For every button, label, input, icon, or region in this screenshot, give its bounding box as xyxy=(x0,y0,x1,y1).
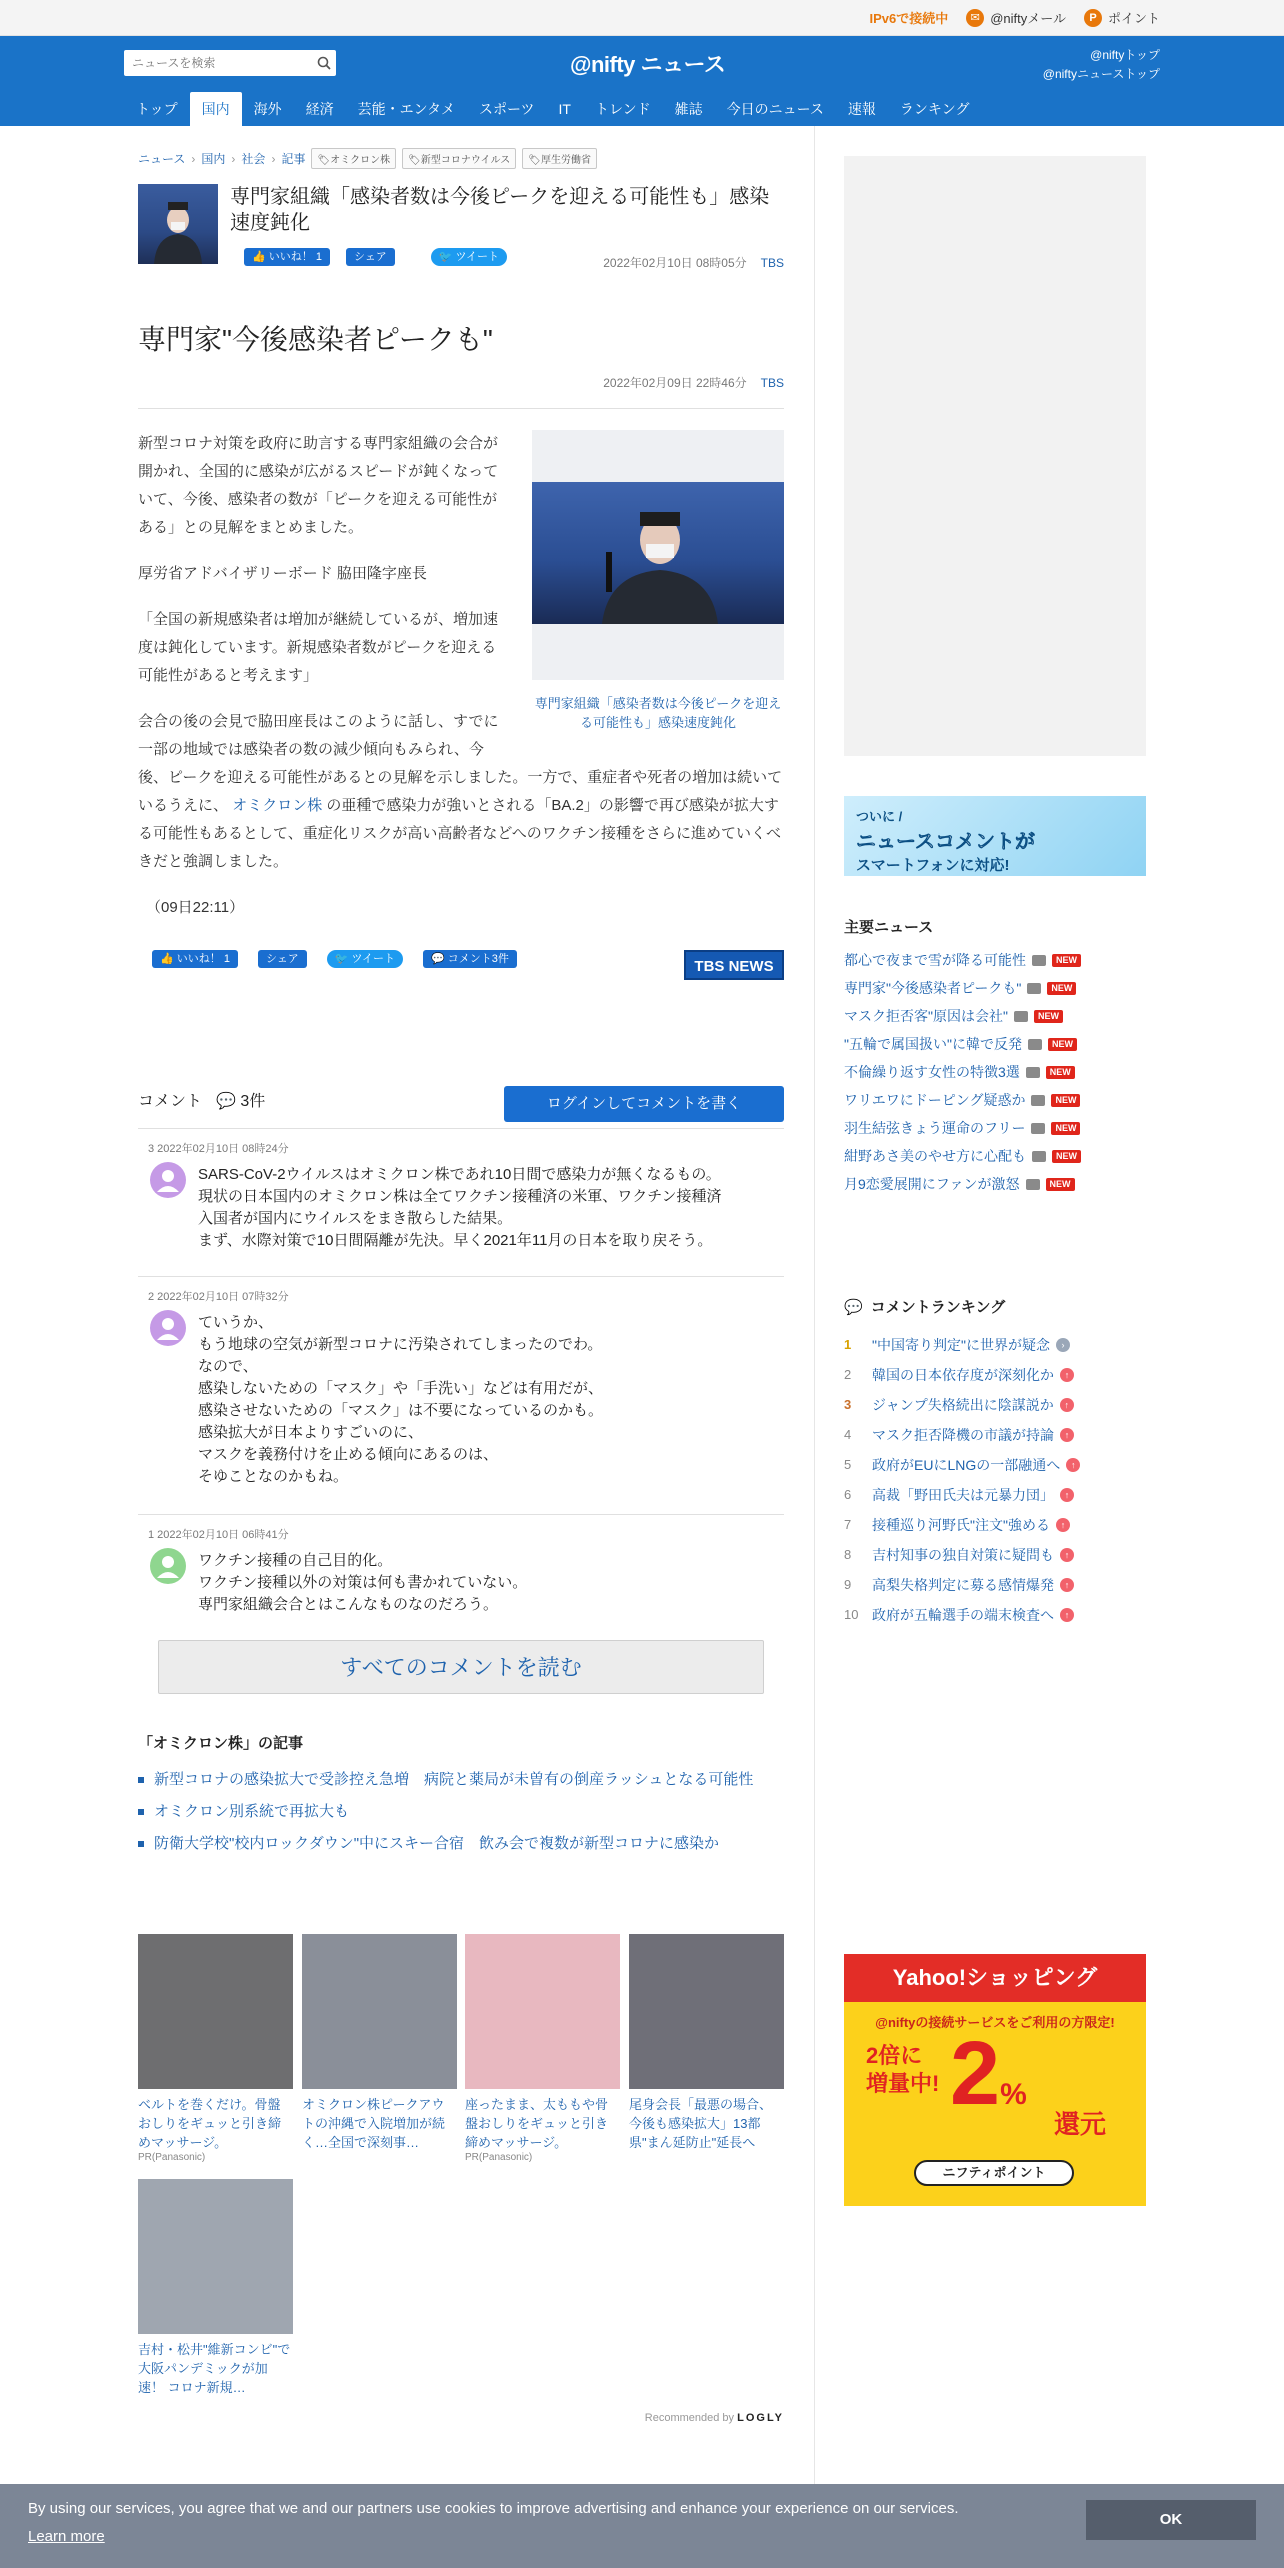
card[interactable]: オミクロン株ピークアウトの沖縄で入院増加が続く…全国で深刻事… xyxy=(302,1934,457,2152)
comment-text: ていうか、 もう地球の空気が新型コロナに汚染されてしまったのでわ。 なので、 感染しないための「マスク」や「手洗い」などは有用だが、 感染させないための「マスク」は不要になっているのかも。 感染拡大が日本よりすごいのに、 マスクを義務付けを止める傾向にあるのは、 そゆことなのかもね。 xyxy=(198,1314,604,1485)
comment-meta: 3 2022年02月10日 08時24分 xyxy=(148,1143,289,1155)
nav-today[interactable]: 今日のニュース xyxy=(726,101,824,117)
main-news-item[interactable]: 紺野あさ美のやせ方に心配も NEW xyxy=(844,1142,1146,1170)
main-news-list xyxy=(844,946,1146,1198)
comments-label: コメント xyxy=(138,1093,203,1110)
divider xyxy=(138,408,784,409)
column-divider xyxy=(814,126,815,2486)
read-all-comments-button[interactable]: すべてのコメントを読む xyxy=(158,1640,764,1694)
related-item[interactable]: 防衛大学校"校内ロックダウン"中にスキー合宿 飲み会で複数が新型コロナに感染か xyxy=(138,1828,784,1860)
nav-sports[interactable]: スポーツ xyxy=(479,101,535,117)
comment-ranking-list xyxy=(844,1330,1146,1630)
comment-meta: 2 2022年02月10日 07時32分 xyxy=(148,1291,289,1303)
comment-count-button[interactable]: 💬 コメント3件 xyxy=(423,950,517,968)
camera-icon xyxy=(1026,1067,1040,1078)
main-news-item[interactable]: マスク拒否客"原因は会社" NEW xyxy=(844,1002,1146,1030)
breadcrumb-society[interactable]: 社会 xyxy=(241,152,266,166)
nav-top[interactable]: トップ xyxy=(136,101,178,117)
paragraph-3: 「全国の新規感染者は増加が継続しているが、増加速度は鈍化しています。新規感染者数がピークを迎える可能性があると考えます」 xyxy=(138,611,499,684)
arrow-up-icon: ↑ xyxy=(1056,1518,1070,1532)
arrow-up-icon: ↑ xyxy=(1060,1608,1074,1622)
comment-item xyxy=(138,1526,784,1626)
related-list xyxy=(138,1764,784,1860)
point-icon: P xyxy=(1084,9,1102,27)
tag-mhlw[interactable]: 🏷厚生労働省 xyxy=(522,148,597,169)
summary-source[interactable]: TBS xyxy=(760,256,784,270)
comment-icon: 💬 xyxy=(844,1298,863,1316)
arrow-up-icon: ↑ xyxy=(1060,1428,1074,1442)
article-figure[interactable] xyxy=(532,430,784,732)
card[interactable]: 尾身会長「最悪の場合、今後も感染拡大」13都県"まん延防止"延長へ xyxy=(629,1934,784,2152)
main-news-item[interactable]: 羽生結弦きょう運命のフリー NEW xyxy=(844,1114,1146,1142)
divider xyxy=(138,1514,784,1515)
ranking-item[interactable]: 6 高裁「野田氏夫は元暴力団」 ↑ xyxy=(844,1480,1146,1510)
arrow-up-icon: ↑ xyxy=(1060,1368,1074,1382)
ranking-item[interactable]: 10 政府が五輪選手の端末検査へ ↑ xyxy=(844,1600,1146,1630)
recommended-by[interactable]: Recommended by LOGLY xyxy=(644,2412,784,2424)
comment-ranking-heading: 💬 コメントランキング xyxy=(844,1298,1006,1316)
related-item[interactable]: 新型コロナの感染拡大で受診控え急増 病院と薬局が未曽有の倒産ラッシュとなる可能性 xyxy=(138,1764,784,1796)
camera-icon xyxy=(1026,1179,1040,1190)
camera-icon xyxy=(1032,955,1046,966)
login-to-comment-button[interactable]: ログインしてコメントを書く xyxy=(504,1086,784,1122)
figure-caption[interactable]: 専門家組織「感染者数は今後ピークを迎える可能性も」感染速度鈍化 xyxy=(534,696,782,730)
yahoo-shopping-ad[interactable]: Yahoo!ショッピング @niftyの接続サービスをご利用の方限定! 2倍に 増量中! 2% 還元 ニフティポイント xyxy=(844,1954,1146,2206)
comments-count: 💬 3件 xyxy=(216,1093,266,1110)
ranking-item[interactable]: 3 ジャンプ失格続出に陰謀説か ↑ xyxy=(844,1390,1146,1420)
omicron-link[interactable]: オミクロン株 xyxy=(232,797,323,814)
comment-text: ワクチン接種の自己目的化。 ワクチン接種以外の対策は何も書かれていない。 専門家組織会合とはこんなものなのだろう。 xyxy=(198,1552,528,1613)
article-title: 専門家"今後感染者ピークも" xyxy=(138,324,493,355)
arrow-up-icon: ↑ xyxy=(1060,1398,1074,1412)
mail-label: @niftyメール xyxy=(990,11,1066,26)
nav-breaking[interactable]: 速報 xyxy=(847,101,876,117)
camera-icon xyxy=(1032,1151,1046,1162)
mail-icon: ✉ xyxy=(966,9,984,27)
cookie-text: By using our services, you agree that we and our partners use cookies to improve advertising and enhance your experience on our services. xyxy=(28,2500,959,2517)
tbs-news-logo[interactable]: TBS NEWS xyxy=(684,950,784,980)
comment-meta: 1 2022年02月10日 06時41分 xyxy=(148,1529,289,1541)
related-heading: 「オミクロン株」の記事 xyxy=(138,1735,304,1752)
article-body xyxy=(138,430,784,940)
nav-world[interactable]: 海外 xyxy=(253,101,282,117)
card[interactable]: 座ったまま、太ももや骨盤おしりをギュッと引き締めマッサージ。 PR(Panasonic) xyxy=(465,1934,620,2163)
camera-icon xyxy=(1027,983,1041,994)
arrow-up-icon: ↑ xyxy=(1060,1488,1074,1502)
arrow-up-icon: ↑ xyxy=(1066,1458,1080,1472)
summary-title[interactable]: 専門家組織「感染者数は今後ピークを迎える可能性も」感染速度鈍化 xyxy=(230,186,770,234)
summary-share-bar xyxy=(244,248,507,266)
nav-economy[interactable]: 経済 xyxy=(305,101,334,117)
arrow-icon: › xyxy=(1056,1338,1070,1352)
camera-icon xyxy=(1031,1095,1045,1106)
article-share-bar xyxy=(152,950,517,968)
comment-item xyxy=(138,1288,784,1508)
article-photo[interactable] xyxy=(532,430,784,680)
site-logo[interactable]: @nifty ニュース xyxy=(570,52,726,77)
card[interactable]: ベルトを巻くだけ。骨盤おしりをギュッと引き締めマッサージ。 PR(Panasonic) xyxy=(138,1934,293,2163)
avatar xyxy=(150,1548,186,1584)
tweet-button[interactable]: 🐦 ツイート xyxy=(431,248,507,266)
ranking-item[interactable]: 2 韓国の日本依存度が深刻化か ↑ xyxy=(844,1360,1146,1390)
main-news-item[interactable]: 専門家"今後感染者ピークも" NEW xyxy=(844,974,1146,1002)
card-image xyxy=(138,2179,293,2334)
arrow-up-icon: ↑ xyxy=(1060,1548,1074,1562)
learn-more-link[interactable]: Learn more xyxy=(28,2528,105,2545)
paragraph-1: 新型コロナ対策を政府に助言する専門家組織の会合が開かれ、全国的に感染が広がるスピードが鈍くなっていて、今後、感染者の数が「ピークを迎える可能性がある」との見解をまとめました。 xyxy=(138,435,499,536)
main-news-item[interactable]: 都心で夜まで雪が降る可能性 NEW xyxy=(844,946,1146,974)
camera-icon xyxy=(1031,1123,1045,1134)
ranking-item[interactable]: 7 接種巡り河野氏"注文"強める ↑ xyxy=(844,1510,1146,1540)
like-button-2[interactable]: 👍 いいね！ 1 xyxy=(152,950,238,968)
ranking-item[interactable]: 4 マスク拒否降機の市議が持論 ↑ xyxy=(844,1420,1146,1450)
card-image xyxy=(465,1934,620,2089)
main-news-item[interactable]: "五輪で属国扱い"に韓で反発 NEW xyxy=(844,1030,1146,1058)
article-source[interactable]: TBS xyxy=(760,376,784,390)
divider xyxy=(138,1128,784,1129)
summary-date: 2022年02月10日 08時05分 TBS xyxy=(603,256,784,270)
nav-entertainment[interactable]: 芸能・エンタメ xyxy=(357,101,456,117)
ranking-item[interactable]: 1 "中国寄り判定"に世界が疑念 › xyxy=(844,1330,1146,1360)
share-button[interactable]: シェア xyxy=(346,248,395,266)
nifty-news-top-link[interactable]: @niftyニューストップ xyxy=(1042,67,1160,81)
ranking-item[interactable]: 5 政府がEUにLNGの一部融通へ ↑ xyxy=(844,1450,1146,1480)
comment-text: SARS-CoV-2ウイルスはオミクロン株であれ10日間で感染力が無くなるもの。 現状の日本国内のオミクロン株は全てワクチン接種済の米軍、ワクチン接種済 入国者が国内にウイルスをまき散らした結果。 まず、水際対策で10日間隔離が先決。早く2021年11月の日本を取り戻そう。 xyxy=(198,1166,722,1249)
ipv6-status: IPv6で接続中 xyxy=(869,11,949,26)
article-time: （09日22:11） xyxy=(146,899,245,916)
camera-icon xyxy=(1014,1011,1028,1022)
main-news-item[interactable]: 不倫繰り返す女性の特徴3選 NEW xyxy=(844,1058,1146,1086)
nifty-top-link[interactable]: @niftyトップ xyxy=(1090,48,1160,62)
nav-domestic[interactable]: 国内 xyxy=(190,92,242,126)
main-news-heading: 主要ニュース xyxy=(844,919,934,936)
arrow-up-icon: ↑ xyxy=(1060,1578,1074,1592)
nav-trend[interactable]: トレンド xyxy=(594,101,651,117)
nav-it[interactable]: IT xyxy=(558,101,571,117)
comment-item xyxy=(138,1140,784,1270)
ad-slot xyxy=(844,156,1146,756)
avatar xyxy=(150,1310,186,1346)
cookie-ok-button[interactable]: OK xyxy=(1086,2500,1256,2540)
camera-icon xyxy=(1028,1039,1042,1050)
card-image xyxy=(138,1934,293,2089)
main-news-item[interactable]: 月9恋愛展開にファンが激怒 NEW xyxy=(844,1170,1146,1198)
paragraph-2: 厚労省アドバイザリーボード 脇田隆字座長 xyxy=(138,565,427,582)
nav-magazine[interactable]: 雑誌 xyxy=(674,101,703,117)
breadcrumb-article[interactable]: 記事 xyxy=(281,152,306,166)
nav-ranking[interactable]: ランキング xyxy=(899,101,970,117)
article-date: 2022年02月09日 22時46分 TBS xyxy=(603,376,784,390)
cookie-consent-bar xyxy=(0,2484,1284,2568)
point-label: ポイント xyxy=(1107,11,1160,26)
tag-covid[interactable]: 🏷新型コロナウイルス xyxy=(402,148,516,169)
breadcrumb: ニュース › 国内 › 社会 › 記事 🏷オミクロン株 🏷新型コロナウイルス 🏷厚生労働省 xyxy=(138,148,597,169)
ranking-item[interactable]: 9 高梨失格判定に募る感情爆発 ↑ xyxy=(844,1570,1146,1600)
card-image xyxy=(302,1934,457,2089)
avatar xyxy=(150,1162,186,1198)
related-item[interactable]: オミクロン別系統で再拡大も xyxy=(138,1796,784,1828)
tweet-button-2[interactable]: 🐦 ツイート xyxy=(327,950,403,968)
divider xyxy=(138,1276,784,1277)
tag-omicron[interactable]: 🏷オミクロン株 xyxy=(311,148,396,169)
share-button-2[interactable]: シェア xyxy=(258,950,307,968)
comment-app-banner[interactable]: ついに / ニュースコメントが スマートフォンに対応! xyxy=(844,796,1146,876)
like-button[interactable]: 👍 いいね！ 1 xyxy=(244,248,330,266)
summary-thumbnail[interactable] xyxy=(138,184,218,264)
main-news-item[interactable]: ワリエワにドーピング疑惑か NEW xyxy=(844,1086,1146,1114)
card[interactable]: 吉村・松井"維新コンビ"で大阪パンデミックが加速！ コロナ新規… xyxy=(138,2179,293,2397)
card-image xyxy=(629,1934,784,2089)
comments-header xyxy=(138,1088,265,1111)
breadcrumb-domestic[interactable]: 国内 xyxy=(201,152,226,166)
paragraph-4: 会合の後の会見で脇田座長はこのように話し、すでに一部の地域では感染者の数の減少傾向もみられ、今後、ピークを迎える可能性があるとの見解を示しました。一方で、重症者や死者の増加は続いているうえに、 オミクロン株 の亜種で感染力が強いとされる「BA.2」の影響で再び感染が拡大する可能性もあるとして、重症化リスクが高い高齢者などへのワクチン接種をさらに進めていくべきだと強調しました。 xyxy=(138,713,783,870)
breadcrumb-news[interactable]: ニュース xyxy=(138,152,186,166)
ranking-item[interactable]: 8 吉村知事の独自対策に疑問も ↑ xyxy=(844,1540,1146,1570)
